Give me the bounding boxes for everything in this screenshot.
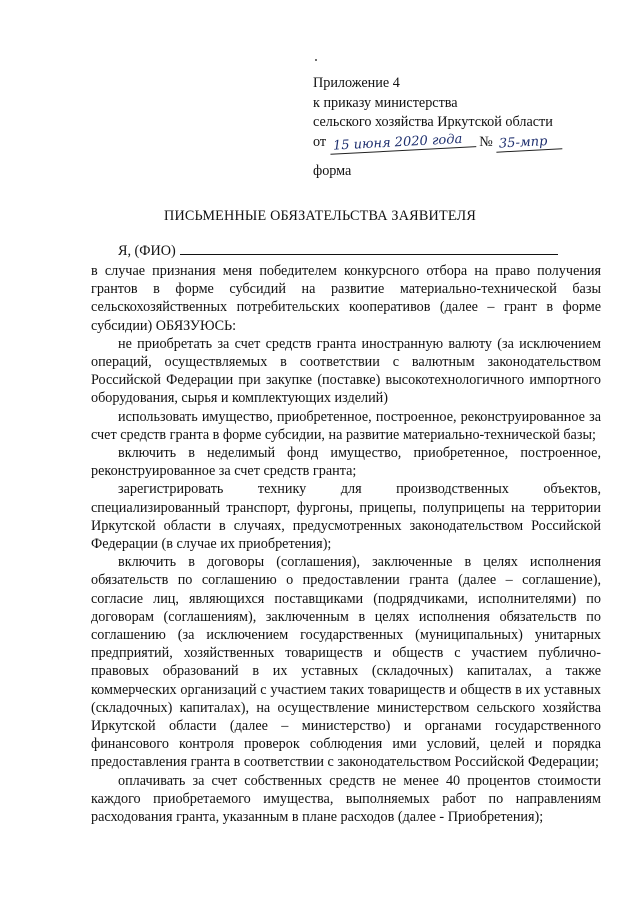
obligations-body [91,262,601,826]
appendix-header [313,74,613,152]
ministry-name: сельского хозяйства Иркутской области [313,114,553,130]
fio-blank-line [180,242,558,255]
scan-speck [315,59,317,61]
appendix-number: Приложение 4 [313,75,400,91]
document-title: ПИСЬМЕННЫЕ ОБЯЗАТЕЛЬСТВА ЗАЯВИТЕЛЯ [164,208,476,224]
obligation-paragraph: оплачивать за счет собственных средств не менее 40 процентов стоимости каждого приобретаемого имущества, выполняемых работ по направлениям расходования гранта, указанным в плане расходов (далее - Приобретения); [91,772,601,826]
from-label: от [313,133,327,150]
obligation-paragraph: использовать имущество, приобретенное, построенное, реконструированное за счет средств гранта в форме субсидии, на развитие материально-технической базы; [91,408,601,443]
obligation-paragraph: зарегистрировать технику для производственных объектов, специализированный транспорт, фургоны, прицепы, полуприцепы на территории Иркутской области в случаях, предусмотренных законодательством Российской Федерации (в случае их приобретения); [91,481,601,553]
obligation-paragraph: не приобретать за счет средств гранта иностранную валюту (за исключением операций, осуществляемых в соответствии с валютным законодательством Российской Федерации при закупке (поставке) высокотехнологичного импортного оборудования, сырья и комплектующих изделий) [91,335,601,407]
obligation-paragraph: включить в неделимый фонд имущество, приобретенное, построенное, реконструированное за счет средств гранта; [91,445,601,480]
fio-field-row [118,242,578,260]
order-date-line [313,133,613,153]
fio-label: Я, (ФИО) [118,243,176,259]
number-label: № [479,133,493,150]
obligation-paragraph: включить в договоры (соглашения), заключенные в целях исполнения обязательств по соглашению о предоставлении гранта (далее – соглашение), согласие лиц, являющихся поставщиками (подрядчиками, исполнителями) по договорам (соглашениям), заключенным в целях исполнения обязательств по соглашению (за исключением государственных (муниципальных) унитарных предприятий, хозяйственных товариществ и обществ с участием публично-правовых образований в их уставных (складочных) капиталах, а также коммерческих организаций с участием таких товариществ и обществ в их уставных (складочных) капиталах), на осуществление министерством сельского хозяйства Иркутской области (далее – министерство) и органами государственного финансового контроля проверок соблюдения ими условий, целей и порядка предоставления гранта в соответствии с законодательством Российской Федерации; [91,554,601,771]
intro-paragraph: в случае признания меня победителем конкурсного отбора на право получения грантов в форме субсидий на развитие материально-технической базы сельскохозяйственных потребительских кооперативов (далее – грант в форме субсидии) ОБЯЗУЮСЬ: [91,263,601,334]
handwritten-date: 15 июня 2020 года [329,132,476,155]
order-reference: к приказу министерства [313,94,458,111]
form-label: форма [313,163,352,179]
handwritten-number: 35-мпр [496,134,563,152]
